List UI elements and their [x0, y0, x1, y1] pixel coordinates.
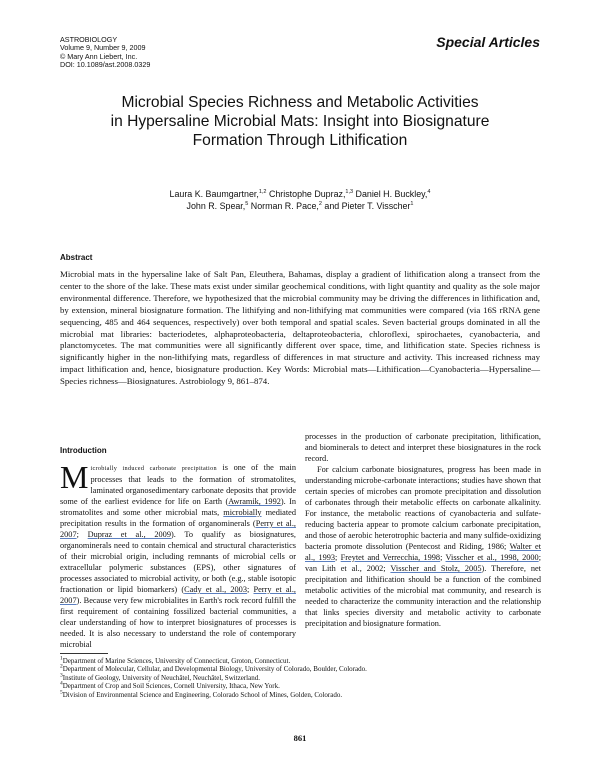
citation-link[interactable]: Walter et al., 1993 [305, 542, 541, 562]
footnote-text: Department of Molecular, Cellular, and Developmental Biology, University of Colorado, Boulder, Colorado. [62, 665, 367, 674]
title-line: Microbial Species Richness and Metabolic Activities [121, 94, 479, 111]
intro-column-left [60, 459, 297, 650]
journal-copyright: © Mary Ann Liebert, Inc. [60, 51, 138, 61]
introduction-heading: Introduction [60, 446, 107, 455]
body-text: is one of the main processes that leads to the formation of stromatolites, laminated organosedimentary carbonate deposits that provide some of the earliest evidence for life on Earth ( [60, 463, 296, 506]
footnote-divider [60, 653, 108, 654]
footnote-number: 3 [60, 672, 63, 679]
body-text: mediated precipitation results in the formation of organominerals ( [60, 508, 296, 528]
author-name: Daniel H. Buckley, [355, 189, 428, 199]
author-affiliation: 5 [245, 201, 249, 208]
citation-link[interactable]: Visscher et al., 1998, 2000 [445, 553, 539, 562]
body-text: ; [335, 553, 341, 562]
body-text: ). Because very few microbialites in Earth's rock record fulfill the first requirement of containing fossilized bacterial communities, a clear understanding of how to interpret biosignatures of processes is needed. It is also necessary to understand the role of contemporary microbial [60, 596, 296, 649]
author-name: Laura K. Baumgartner, [169, 189, 259, 199]
author-name: Norman R. Pace, [250, 201, 319, 212]
article-title [60, 93, 540, 150]
footnote-text: Department of Crop and Soil Sciences, Cornell University, Ithaca, New York. [62, 682, 280, 691]
journal-info [60, 36, 150, 70]
citation-link[interactable]: Perry et al., 2007 [60, 585, 296, 605]
author-affiliation: 1,3 [345, 189, 354, 196]
body-text: ; van Lith et al., 2002; [305, 553, 541, 573]
author-affiliation: 4 [427, 189, 431, 196]
footnote [60, 674, 367, 682]
citation-link[interactable]: Awramik, 1992 [228, 497, 281, 506]
intro-paragraph [305, 464, 541, 629]
body-text: ). To qualify as biosignatures, organominerals need to contain chemical and structural characteristics of their microbial origin, including remnants of microbial cells or extracellular polymeric substances (EPS), other signatures of processes associated to microbial activity, or both (e.g., stable isotopic fractionation or lipid biomarkers) ( [60, 530, 296, 594]
citation-link[interactable]: Visscher and Stolz, 2005 [390, 564, 482, 573]
body-text: ; [76, 530, 88, 539]
footnote-number: 2 [60, 664, 63, 671]
intro-column-right [305, 431, 541, 629]
lead-in-text: icrobially induced carbonate precipitation [90, 465, 217, 472]
author-line [60, 188, 540, 200]
footnote [60, 665, 367, 673]
author-line [60, 200, 540, 212]
title-line: in Hypersaline Microbial Mats: Insight into Biosignature [110, 113, 490, 130]
footnote [60, 691, 367, 699]
author-affiliation: 1,2 [258, 189, 267, 196]
body-text: ). Therefore, net precipitation and lithification should be a function of the combined metabolic activities of the microbial mat community, and research is needed to characterize the community interaction and the relationship that links species diversity and metabolic activity to carbonate precipitation and biosignature formation. [305, 564, 541, 628]
footnote-number: 5 [60, 689, 63, 696]
abstract-text: Microbial mats in the hypersaline lake of Salt Pan, Eleuthera, Bahamas, display a gradient of lithification along a transect from the center to the shore of the lake. These mats exist under similar geochemical conditions, with light quantity and quality as the sole major environmental difference. Therefore, we hypothesized that the microbial community may be driving the differences in lithification and, by extension, mineral biosignature formation. The lithifying and non-lithifying mat communities were compared (via 16S rRNA gene sequencing, 485 and 464 sequences, respectively) over both temporal and spatial scales. Seven bacterial groups dominated in all the microbial mat libraries: bacteriodetes, alphaproteobacteria, deltaproteobacteria, chloroflexi, spirochaetes, cyanobacteria, and planctomycetes. The mat communities were all significantly different over space, time, and lithification state. Species richness is significantly higher in the non-lithifying mats, regardless of differences in mat structure and activity. This increased richness may impact lithification and, hence, biosignature production. Key Words: Microbial mats—Lithification—Cyanobacteria—Hypersaline—Species richness—Biosignatures. Astrobiology 9, 861–874. [60, 269, 540, 387]
footnote [60, 682, 367, 690]
footnote-number: 1 [60, 655, 63, 662]
body-text: For calcium carbonate biosignatures, progress has been made in understanding microbe-carbonate interactions; studies have shown that certain species of microbes can promote precipitation and dissolution of carbonates through their metabolic effects on carbonate alkalinity. For instance, the metabolic reactions of cyanobacteria and sulfate-reducing bacteria appear to promote calcium carbonate precipitation, and those of aerobic heterotrophic bacteria and many sulfide-oxidizing bacteria promote dissolution (Pentecost and Riding, 1986; [305, 465, 541, 551]
page-number: 861 [293, 733, 307, 743]
citation-link[interactable]: Perry et al., 2007 [60, 519, 296, 539]
author-name: Christophe Dupraz, [268, 189, 346, 199]
footnote-number: 4 [60, 680, 63, 687]
journal-name: ASTROBIOLOGY [60, 35, 118, 44]
citation-link[interactable]: Freytet and Verrecchia, 1998 [340, 553, 441, 562]
author-affiliation: 1 [410, 201, 414, 208]
footnote-text: Division of Environmental Science and Engineering, Colorado School of Mines, Golden, Colorado. [62, 690, 343, 699]
drop-cap: M [60, 459, 89, 495]
citation-link[interactable]: Dupraz et al., 2009 [87, 530, 171, 539]
intro-paragraph: processes in the production of carbonate precipitation, lithification, and biominerals to detect and interpret these biosignatures in the rock record. [305, 432, 541, 463]
journal-volume: Volume 9, Number 9, 2009 [60, 43, 146, 53]
body-text: ; [440, 553, 446, 562]
section-label: Special Articles [436, 34, 540, 50]
footnote-text: Institute of Geology, University of Neuchâtel, Neuchâtel, Switzerland. [62, 673, 260, 682]
footnote-text: Department of Marine Sciences, University of Connecticut, Groton, Connecticut. [62, 657, 291, 665]
author-affiliation: 2 [318, 201, 322, 208]
abstract-heading: Abstract [60, 253, 93, 262]
intro-paragraph [60, 459, 297, 650]
journal-doi: DOI: 10.1089/ast.2008.0329 [60, 60, 151, 70]
title-line: Formation Through Lithification [192, 132, 408, 149]
author-list [60, 188, 540, 213]
author-name: and Pieter T. Visscher [324, 201, 411, 212]
citation-link[interactable]: Cady et al., 2003 [184, 585, 247, 594]
author-name: John R. Spear, [186, 201, 246, 212]
affiliation-footnotes [60, 657, 367, 699]
body-text: ; [246, 585, 254, 594]
citation-link[interactable]: microbially [223, 508, 262, 517]
body-text: ). In stromatolites and some other microbial mats, [60, 497, 297, 517]
